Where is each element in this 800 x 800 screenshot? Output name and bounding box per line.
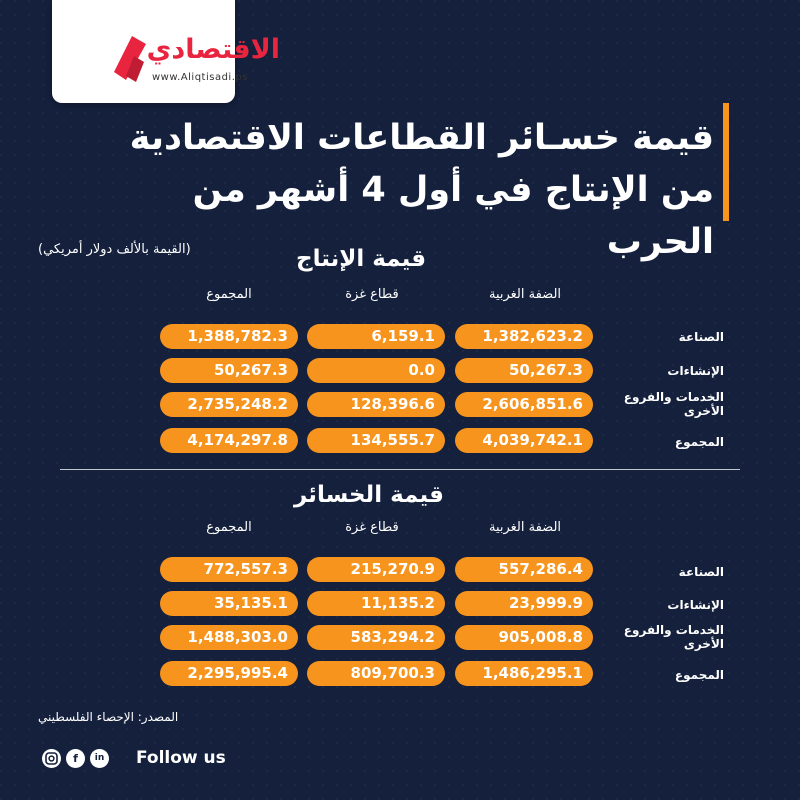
production-gaza-cell: 134,555.7 (307, 428, 445, 453)
losses-west-bank-cell: 905,008.8 (455, 625, 593, 650)
title-line-2: من الإنتاج في أول 4 أشهر من الحرب (192, 170, 714, 262)
losses-west-bank-cell: 1,486,295.1 (455, 661, 593, 686)
brand-logo-icon (114, 36, 146, 84)
losses-total-cell: 1,488,303.0 (160, 625, 298, 650)
col-head-gaza: قطاع غزة (345, 287, 399, 302)
production-total-cell: 1,388,782.3 (160, 324, 298, 349)
production-total-cell: 2,735,248.2 (160, 392, 298, 417)
logo-card (52, 0, 280, 103)
col-head-west-bank: الضفة الغربية (488, 287, 562, 302)
title-line-1: قيمة خسـائر القطاعات الاقتصادية (129, 118, 714, 158)
production-west-bank-cell: 1,382,623.2 (455, 324, 593, 349)
col-head-west-bank: الضفة الغربية (488, 520, 562, 535)
losses-row-label: الخدمات والفروع الأخرى (623, 623, 724, 651)
production-row-label: الصناعة (678, 330, 724, 344)
source-note: المصدر: الإحصاء الفلسطيني (38, 710, 179, 724)
unit-note: (القيمة بالألف دولار أمريكي) (38, 242, 191, 257)
facebook-icon[interactable]: f (66, 749, 85, 768)
losses-row-label: المجموع (674, 668, 724, 682)
losses-total-cell: 2,295,995.4 (160, 661, 298, 686)
production-row-label: المجموع (674, 435, 724, 449)
production-total-cell: 4,174,297.8 (160, 428, 298, 453)
production-west-bank-cell: 2,606,851.6 (455, 392, 593, 417)
losses-total-cell: 772,557.3 (160, 557, 298, 582)
col-head-total: المجموع (206, 287, 252, 302)
losses-gaza-cell: 215,270.9 (307, 557, 445, 582)
losses-gaza-cell: 11,135.2 (307, 591, 445, 616)
brand-url: www.Aliqtisadi.ps (152, 72, 248, 83)
section-divider (60, 469, 740, 470)
production-section-title: قيمة الإنتاج (296, 246, 427, 272)
production-total-cell: 50,267.3 (160, 358, 298, 383)
losses-west-bank-cell: 23,999.9 (455, 591, 593, 616)
production-gaza-cell: 128,396.6 (307, 392, 445, 417)
follow-us-row (42, 746, 226, 770)
losses-total-cell: 35,135.1 (160, 591, 298, 616)
production-west-bank-cell: 50,267.3 (455, 358, 593, 383)
losses-west-bank-cell: 557,286.4 (455, 557, 593, 582)
losses-row-label: الصناعة (678, 565, 724, 579)
linkedin-icon[interactable]: in (90, 749, 109, 768)
production-row-label: الخدمات والفروع الأخرى (623, 390, 724, 418)
instagram-icon[interactable] (42, 749, 61, 768)
losses-gaza-cell: 583,294.2 (307, 625, 445, 650)
production-west-bank-cell: 4,039,742.1 (455, 428, 593, 453)
col-head-gaza: قطاع غزة (345, 520, 399, 535)
brand-name: الاقتصادي (146, 34, 280, 65)
production-gaza-cell: 6,159.1 (307, 324, 445, 349)
col-head-total: المجموع (206, 520, 252, 535)
losses-gaza-cell: 809,700.3 (307, 661, 445, 686)
title-accent-bar (723, 103, 729, 221)
follow-us-label: Follow us (136, 748, 226, 768)
losses-row-label: الإنشاءات (667, 598, 724, 612)
production-row-label: الإنشاءات (667, 364, 724, 378)
losses-section-title: قيمة الخسائر (294, 482, 444, 508)
production-gaza-cell: 0.0 (307, 358, 445, 383)
